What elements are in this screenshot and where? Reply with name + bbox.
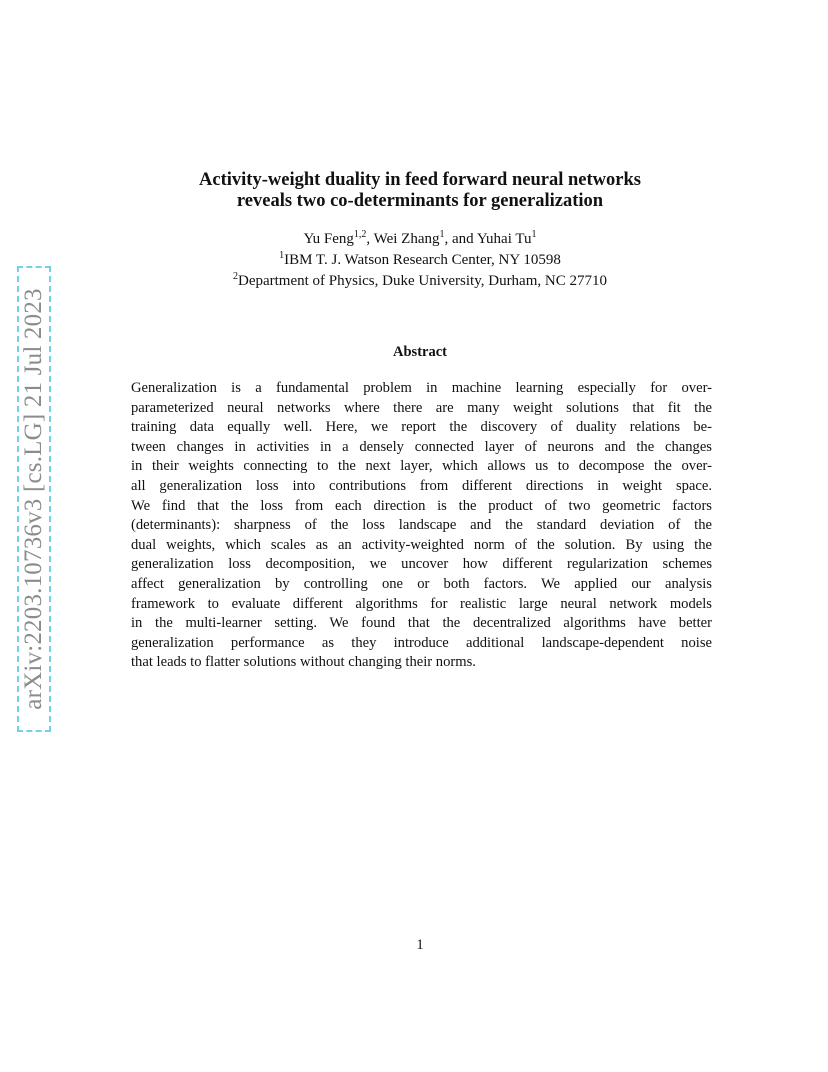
affiliation-mark: 2 [233, 271, 238, 282]
abstract-line: tween changes in activities in a densely connected layer of neurons and the changes [131, 438, 712, 455]
arxiv-identifier: arXiv:2203.10736v3 [cs.LG] 21 Jul 2023 [20, 288, 47, 710]
paper-title [100, 170, 740, 212]
abstract-body [131, 379, 712, 673]
abstract-line: We find that the loss from each direction is the product of two geometric factors [131, 497, 712, 514]
author-block [100, 229, 740, 292]
affiliation-2 [100, 271, 740, 292]
abstract-line: all generalization loss into contributions from different directions in weight space. [131, 477, 712, 494]
author-name: , Wei Zhang [366, 231, 440, 247]
abstract-line: parameterized neural networks where there are many weight solutions that fit the [131, 399, 712, 416]
abstract-line: in the multi-learner setting. We found that the decentralized algorithms have better [131, 615, 712, 632]
author-affiliation-mark: 1 [531, 229, 537, 240]
author-affiliation-mark: 1 [439, 229, 445, 240]
affiliation-1 [100, 250, 740, 271]
abstract-line: generalization performance as they introduce additional landscape-dependent noise [131, 634, 712, 651]
title-line-2: reveals two co-determinants for generalization [236, 191, 604, 211]
abstract-line: in their weights connecting to the next layer, which allows us to decompose the over- [131, 458, 712, 475]
abstract-line: Generalization is a fundamental problem in machine learning especially for over- [131, 380, 712, 396]
abstract-line: that leads to flatter solutions without changing their norms. [131, 654, 476, 671]
abstract-line: training data equally well. Here, we report the discovery of duality relations be- [131, 419, 712, 436]
author-list [100, 229, 740, 250]
author-affiliation-mark: 1,2 [353, 229, 367, 240]
author-name: , and Yuhai Tu [444, 231, 532, 247]
abstract-line: dual weights, which scales as an activity-weighted norm of the solution. By using the [131, 536, 712, 553]
affiliation-text: IBM T. J. Watson Research Center, NY 10598 [284, 252, 561, 268]
abstract-line: (determinants): sharpness of the loss landscape and the standard deviation of the [131, 517, 712, 534]
author-name: Yu Feng [303, 231, 354, 247]
title-line-1: Activity-weight duality in feed forward neural networks [199, 170, 641, 190]
abstract-line: generalization loss decomposition, we uncover how different regularization schemes [131, 556, 712, 573]
page-number: 1 [416, 937, 424, 953]
abstract-line: framework to evaluate different algorithms for realistic large neural network models [131, 595, 712, 612]
affiliation-mark: 1 [279, 250, 285, 261]
affiliation-text: Department of Physics, Duke University, Durham, NC 27710 [238, 273, 607, 289]
abstract-heading: Abstract [393, 344, 447, 360]
abstract-line: affect generalization by controlling one or both factors. We applied our analysis [131, 575, 712, 592]
